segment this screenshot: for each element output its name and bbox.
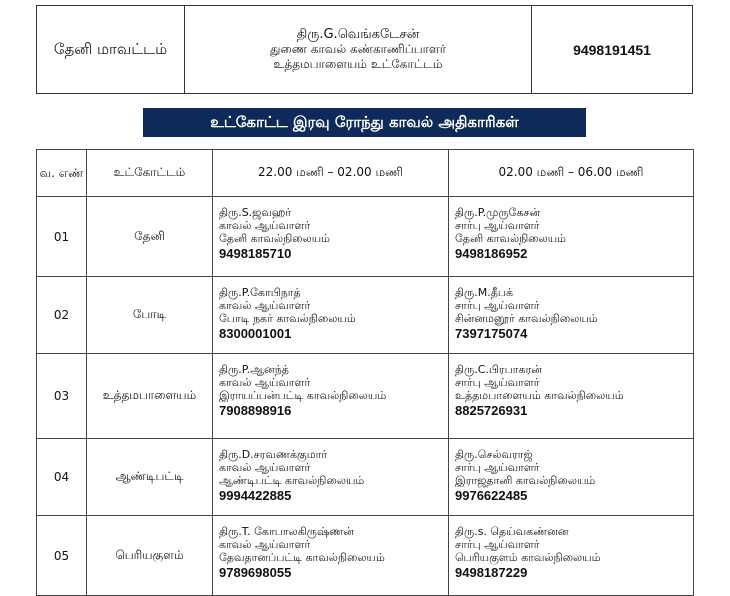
table-row — [37, 197, 694, 277]
row-subdivision: பெரியகுளம் — [87, 516, 213, 596]
officer-name: திரு.M.தீபக் — [455, 286, 514, 299]
officer-station: இராஜதானி காவல்நிலையம் — [455, 474, 596, 487]
row-sno: 02 — [37, 277, 87, 354]
col-header-shift2: 02.00 மணி – 06.00 மணி — [449, 150, 694, 197]
officer-phone: 8300001001 — [219, 326, 292, 341]
officer-phone: 8825726931 — [455, 403, 528, 418]
dsp-officer-name: திரு.G.வெங்கடேசன் — [296, 27, 420, 42]
officer-name: திரு.P.கோபிநாத் — [219, 286, 301, 299]
row-sno: 05 — [37, 516, 87, 596]
officer-phone: 9994422885 — [219, 488, 292, 503]
row-sno: 03 — [37, 354, 87, 439]
shift2-officer — [449, 277, 694, 354]
officer-rank: காவல் ஆய்வாளர் — [219, 219, 311, 232]
officer-phone: 7908898916 — [219, 403, 292, 418]
officer-rank: சார்பு ஆய்வாளர் — [455, 461, 540, 474]
officer-name: திரு.S.ஜவஹர் — [219, 206, 292, 219]
shift2-officer — [449, 197, 694, 277]
officer-rank: காவல் ஆய்வாளர் — [219, 299, 311, 312]
row-subdivision: உத்தமபாளையம் — [87, 354, 213, 439]
dsp-officer-phone: 9498191451 — [573, 41, 651, 58]
dsp-officer-subdivision: உத்தமபாளையம் உட்கோட்டம் — [273, 57, 443, 71]
district-header-box — [36, 5, 693, 94]
shift1-officer — [213, 516, 449, 596]
officer-phone: 9789698055 — [219, 565, 292, 580]
officer-name: திரு.செல்வராஜ் — [455, 448, 533, 461]
officer-phone: 9498186952 — [455, 246, 528, 261]
officer-station: ஆண்டிபட்டி காவல்நிலையம் — [219, 474, 365, 487]
shift1-officer — [213, 197, 449, 277]
table-row — [37, 354, 694, 439]
officer-station: சின்னமனூர் காவல்நிலையம் — [455, 312, 598, 325]
table-row — [37, 516, 694, 596]
officer-phone: 9976622485 — [455, 488, 528, 503]
officer-phone: 9498187229 — [455, 565, 528, 580]
patrol-officers-table — [36, 149, 694, 596]
col-header-subdivision: உட்கோட்டம் — [87, 150, 213, 197]
col-header-sno: வ. எண் — [37, 150, 87, 197]
shift2-officer — [449, 516, 694, 596]
officer-phone: 7397175074 — [455, 326, 528, 341]
officer-station: தேவதானப்பட்டி காவல்நிலையம் — [219, 551, 385, 564]
officer-name: திரு.C.பிரபாகரன் — [455, 363, 542, 376]
shift1-officer — [213, 277, 449, 354]
district-name: தேனி மாவட்டம் — [37, 6, 185, 93]
shift2-officer — [449, 439, 694, 516]
officer-rank: காவல் ஆய்வாளர் — [219, 538, 311, 551]
shift1-officer — [213, 354, 449, 439]
row-sno: 01 — [37, 197, 87, 277]
officer-rank: சார்பு ஆய்வாளர் — [455, 376, 540, 389]
dsp-officer-designation: துணை காவல் கண்காணிப்பாளர் — [269, 42, 446, 56]
officer-name: திரு.D.சரவணக்குமார் — [219, 448, 328, 461]
night-patrol-banner: உட்கோட்ட இரவு ரோந்து காவல் அதிகாரிகள் — [143, 108, 586, 137]
officer-rank: காவல் ஆய்வாளர் — [219, 461, 311, 474]
officer-station: போடி நகர் காவல்நிலையம் — [219, 312, 356, 325]
table-row — [37, 439, 694, 516]
officer-station: பெரியகுளம் காவல்நிலையம் — [455, 551, 601, 564]
officer-name: திரு.P.ஆனந்த் — [219, 363, 289, 376]
row-subdivision: தேனி — [87, 197, 213, 277]
officer-station: இராயப்பன்பட்டி காவல்நிலையம் — [219, 389, 387, 402]
table-row — [37, 277, 694, 354]
officer-name: திரு.P.முருகேசன் — [455, 206, 541, 219]
row-subdivision: ஆண்டிபட்டி — [87, 439, 213, 516]
officer-rank: காவல் ஆய்வாளர் — [219, 376, 311, 389]
officer-rank: சார்பு ஆய்வாளர் — [455, 299, 540, 312]
officer-name: திரு.s. தெய்வகண்னன — [455, 525, 569, 538]
dsp-officer-block — [185, 6, 532, 93]
officer-station: தேனி காவல்நிலையம் — [219, 232, 331, 245]
officer-rank: சார்பு ஆய்வாளர் — [455, 219, 540, 232]
shift2-officer — [449, 354, 694, 439]
col-header-shift1: 22.00 மணி – 02.00 மணி — [213, 150, 449, 197]
row-subdivision: போடி — [87, 277, 213, 354]
officer-rank: சார்பு ஆய்வாளர் — [455, 538, 540, 551]
officer-station: தேனி காவல்நிலையம் — [455, 232, 567, 245]
table-header-row — [37, 150, 694, 197]
officer-station: உத்தமபாளையம் காவல்நிலையம் — [455, 389, 624, 402]
officer-name: திரு.T. கோபாலகிருஷ்ணன் — [219, 525, 354, 538]
shift1-officer — [213, 439, 449, 516]
row-sno: 04 — [37, 439, 87, 516]
officer-phone: 9498185710 — [219, 246, 292, 261]
